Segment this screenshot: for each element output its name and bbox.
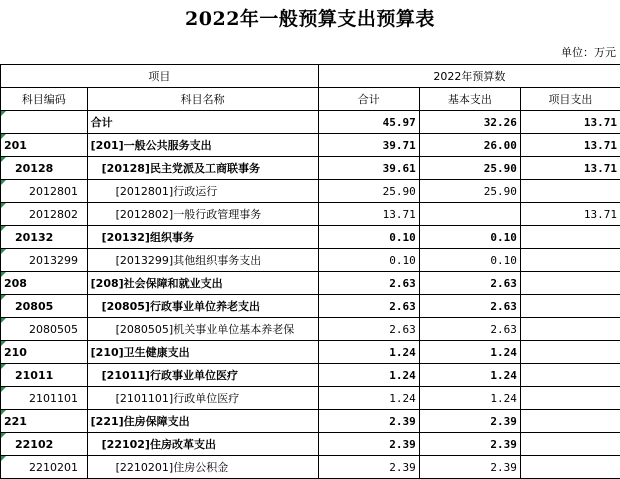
cell-name: [221]住房保障支出	[87, 410, 318, 433]
cell-name: [2101101]行政单位医疗	[87, 387, 318, 410]
cell-name: 合计	[87, 111, 318, 134]
cell-name: [208]社会保障和就业支出	[87, 272, 318, 295]
cell-total: 2.63	[318, 272, 419, 295]
cell-total: 1.24	[318, 341, 419, 364]
cell-total: 2.39	[318, 456, 419, 479]
cell-total: 2.39	[318, 433, 419, 456]
cell-basic: 0.10	[419, 226, 520, 249]
table-row[interactable]	[1, 387, 620, 410]
cell-project	[520, 180, 620, 203]
table-row[interactable]	[1, 364, 620, 387]
cell-project	[520, 249, 620, 272]
cell-total: 1.24	[318, 364, 419, 387]
cell-basic: 26.00	[419, 134, 520, 157]
cell-project	[520, 226, 620, 249]
cell-total: 0.10	[318, 226, 419, 249]
table-row[interactable]	[1, 226, 620, 249]
cell-basic	[419, 203, 520, 226]
page-title: 2022年一般预算支出预算表	[0, 4, 620, 31]
table-row[interactable]	[1, 272, 620, 295]
cell-code: 22102	[1, 433, 88, 456]
cell-code	[1, 111, 88, 134]
table-row[interactable]	[1, 433, 620, 456]
header-code: 科目编码	[1, 88, 88, 111]
cell-project	[520, 433, 620, 456]
header-item: 项目	[1, 65, 319, 88]
table-row-total[interactable]	[1, 111, 620, 134]
cell-project	[520, 410, 620, 433]
cell-basic: 1.24	[419, 387, 520, 410]
table-row[interactable]	[1, 180, 620, 203]
cell-name: [2210201]住房公积金	[87, 456, 318, 479]
cell-code: 2012801	[1, 180, 88, 203]
cell-total: 45.97	[318, 111, 419, 134]
cell-basic: 1.24	[419, 364, 520, 387]
cell-total: 25.90	[318, 180, 419, 203]
table-row[interactable]	[1, 341, 620, 364]
unit-label: 单位：万元	[561, 44, 616, 60]
header-basic: 基本支出	[419, 88, 520, 111]
cell-code: 2013299	[1, 249, 88, 272]
header-row-1	[1, 65, 620, 88]
cell-total: 39.61	[318, 157, 419, 180]
cell-project	[520, 364, 620, 387]
cell-total: 2.63	[318, 318, 419, 341]
cell-total: 13.71	[318, 203, 419, 226]
cell-code: 210	[1, 341, 88, 364]
cell-total: 0.10	[318, 249, 419, 272]
cell-code: 208	[1, 272, 88, 295]
cell-code: 20128	[1, 157, 88, 180]
cell-basic: 1.24	[419, 341, 520, 364]
cell-code: 2080505	[1, 318, 88, 341]
cell-name: [2012801]行政运行	[87, 180, 318, 203]
table-row[interactable]	[1, 157, 620, 180]
cell-name: [20128]民主党派及工商联事务	[87, 157, 318, 180]
cell-project	[520, 341, 620, 364]
table-row[interactable]	[1, 318, 620, 341]
header-row-2	[1, 88, 620, 111]
cell-basic: 2.39	[419, 410, 520, 433]
cell-basic: 2.39	[419, 433, 520, 456]
cell-name: [20805]行政事业单位养老支出	[87, 295, 318, 318]
cell-basic: 2.63	[419, 272, 520, 295]
cell-basic: 32.26	[419, 111, 520, 134]
cell-code: 2101101	[1, 387, 88, 410]
cell-name: [21011]行政事业单位医疗	[87, 364, 318, 387]
table-row[interactable]	[1, 295, 620, 318]
cell-project	[520, 272, 620, 295]
cell-project: 13.71	[520, 134, 620, 157]
table-row[interactable]	[1, 203, 620, 226]
cell-basic: 2.63	[419, 295, 520, 318]
cell-name: [2013299]其他组织事务支出	[87, 249, 318, 272]
cell-name: [210]卫生健康支出	[87, 341, 318, 364]
cell-code: 20132	[1, 226, 88, 249]
cell-total: 2.39	[318, 410, 419, 433]
table-row[interactable]	[1, 134, 620, 157]
budget-table	[0, 64, 620, 479]
cell-total: 1.24	[318, 387, 419, 410]
cell-project	[520, 387, 620, 410]
cell-project: 13.71	[520, 203, 620, 226]
cell-code: 20805	[1, 295, 88, 318]
cell-project	[520, 295, 620, 318]
header-name: 科目名称	[87, 88, 318, 111]
cell-code: 2210201	[1, 456, 88, 479]
cell-name: [2012802]一般行政管理事务	[87, 203, 318, 226]
cell-name: [201]一般公共服务支出	[87, 134, 318, 157]
cell-name: [22102]住房改革支出	[87, 433, 318, 456]
cell-code: 221	[1, 410, 88, 433]
cell-total: 39.71	[318, 134, 419, 157]
cell-project: 13.71	[520, 111, 620, 134]
header-total: 合计	[318, 88, 419, 111]
cell-total: 2.63	[318, 295, 419, 318]
cell-code: 201	[1, 134, 88, 157]
cell-project: 13.71	[520, 157, 620, 180]
cell-basic: 2.39	[419, 456, 520, 479]
cell-code: 2012802	[1, 203, 88, 226]
cell-name: [20132]组织事务	[87, 226, 318, 249]
cell-code: 21011	[1, 364, 88, 387]
cell-project	[520, 318, 620, 341]
cell-basic: 2.63	[419, 318, 520, 341]
table-row[interactable]	[1, 456, 620, 479]
cell-basic: 0.10	[419, 249, 520, 272]
cell-basic: 25.90	[419, 180, 520, 203]
header-project: 项目支出	[520, 88, 620, 111]
cell-basic: 25.90	[419, 157, 520, 180]
cell-project	[520, 456, 620, 479]
table-row[interactable]	[1, 410, 620, 433]
table-row[interactable]	[1, 249, 620, 272]
cell-name: [2080505]机关事业单位基本养老保	[87, 318, 318, 341]
header-budget-group: 2022年预算数	[318, 65, 620, 88]
